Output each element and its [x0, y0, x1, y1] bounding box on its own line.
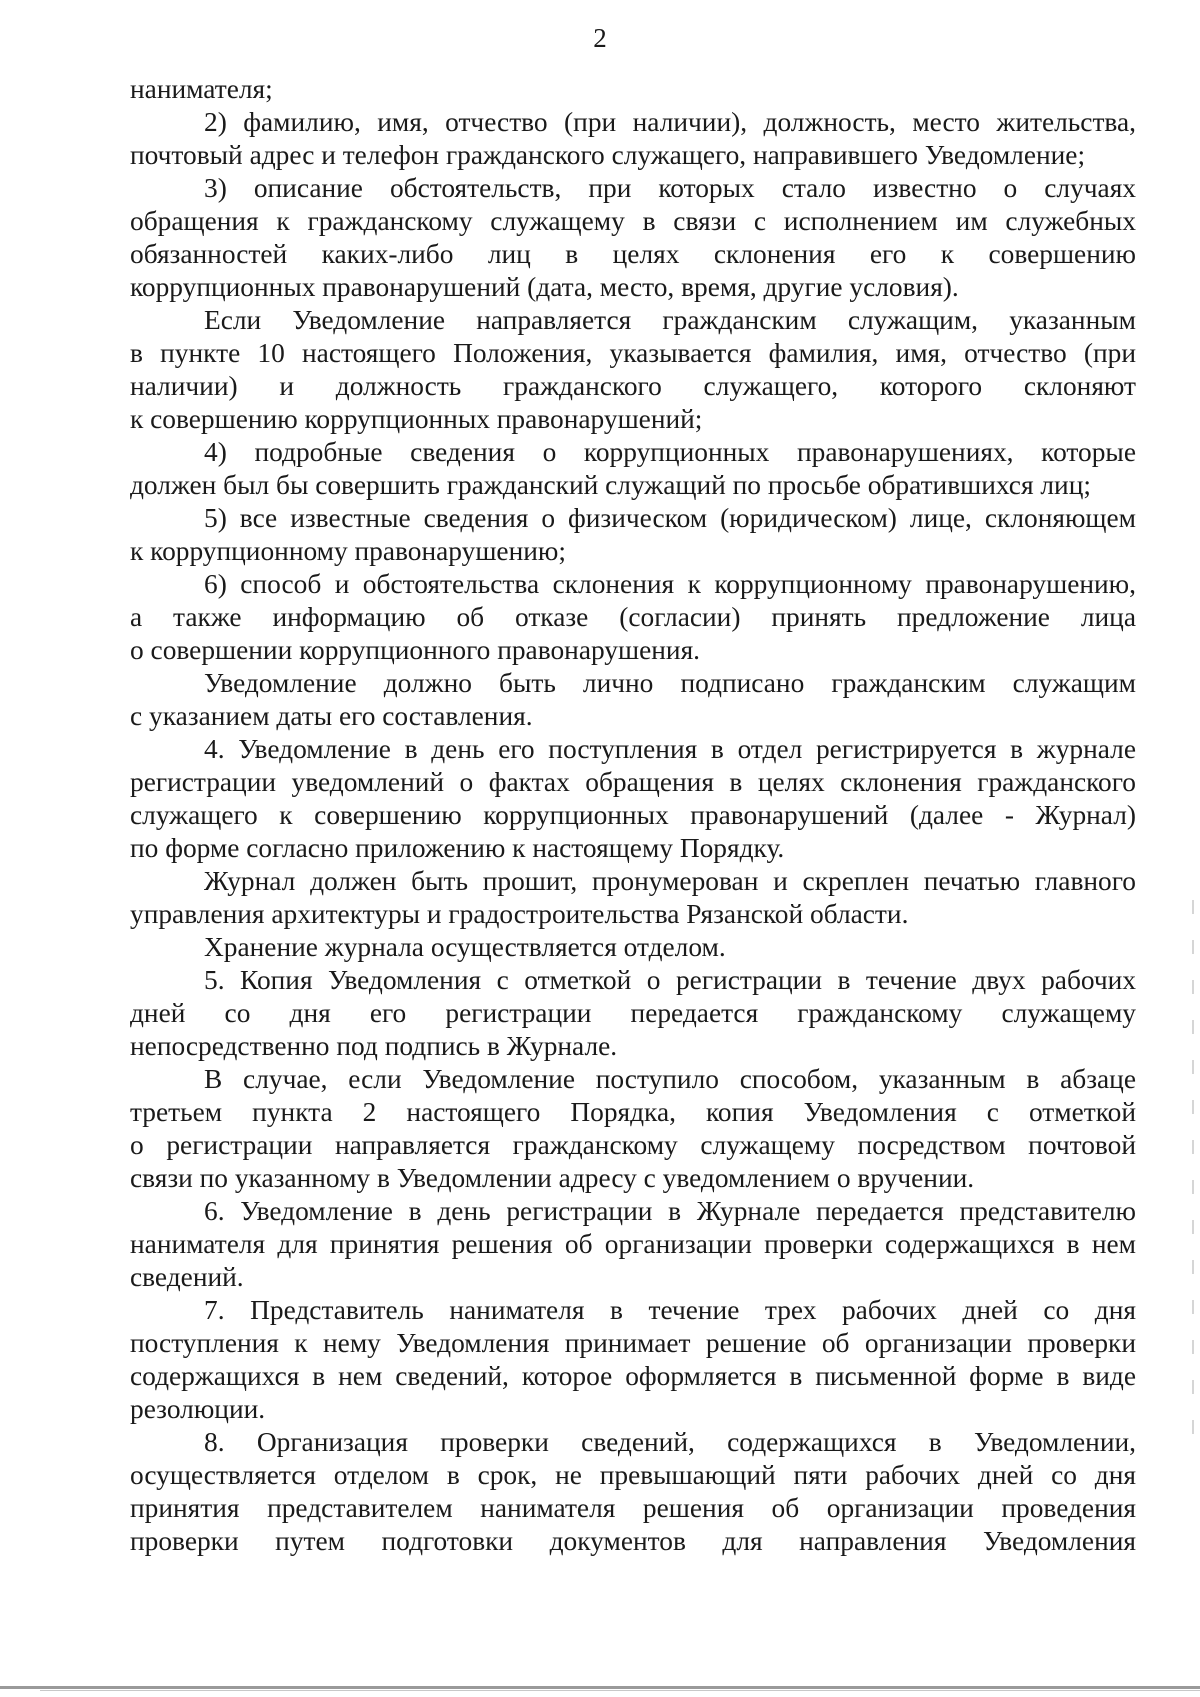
text-line: 7. Представитель нанимателя в течение трех рабочих дней со дня [204, 1295, 1136, 1325]
text-line: В случае, если Уведомление поступило способом, указанным в абзаце [204, 1064, 1136, 1094]
text-line: коррупционных правонарушений (дата, место, время, другие условия). [130, 272, 959, 302]
text-line: должен был бы совершить гражданский служащий по просьбе обратившихся лиц; [130, 470, 1091, 500]
text-line: о совершении коррупционного правонарушения. [130, 635, 701, 665]
text-line: нанимателя; [130, 74, 273, 104]
text-line: третьем пункта 2 настоящего Порядка, копия Уведомления с отметкой [130, 1097, 1136, 1127]
text-line: 8. Организация проверки сведений, содержащихся в Уведомлении, [204, 1427, 1136, 1457]
text-line: 5) все известные сведения о физическом (юридическом) лице, склоняющем [204, 503, 1136, 533]
text-line: проверки путем подготовки документов для направления Уведомления [130, 1526, 1136, 1556]
text-line: служащего к совершению коррупционных правонарушений (далее - Журнал) [130, 800, 1136, 830]
text-line: резолюции. [130, 1394, 266, 1424]
text-line: к совершению коррупционных правонарушений; [130, 404, 703, 434]
text-line: с указанием даты его составления. [130, 701, 533, 731]
page-number: 2 [593, 23, 607, 53]
text-line: регистрации уведомлений о фактах обращения в целях склонения гражданского [130, 767, 1136, 797]
text-line: нанимателя для принятия решения об организации проверки содержащихся в нем [130, 1229, 1136, 1259]
text-line: 6. Уведомление в день регистрации в Журнале передается представителю [204, 1196, 1136, 1226]
text-line: сведений. [130, 1262, 244, 1292]
text-line: почтовый адрес и телефон гражданского служащего, направившего Уведомление; [130, 140, 1086, 170]
text-line: принятия представителем нанимателя решения об организации проведения [130, 1493, 1136, 1523]
text-line: Уведомление должно быть лично подписано гражданским служащим [204, 668, 1136, 698]
text-line: 4) подробные сведения о коррупционных правонарушениях, которые [204, 437, 1136, 467]
text-line: 5. Копия Уведомления с отметкой о регистрации в течение двух рабочих [204, 965, 1136, 995]
text-line: обязанностей каких-либо лиц в целях склонения его к совершению [130, 239, 1136, 269]
text-line: управления архитектуры и градостроительства Рязанской области. [130, 899, 909, 929]
text-line: о регистрации направляется гражданскому служащему посредством почтовой [130, 1130, 1136, 1160]
text-line: содержащихся в нем сведений, которое оформляется в письменной форме в виде [130, 1361, 1136, 1391]
bottom-scan-line [0, 1686, 1200, 1689]
document-body [130, 73, 1136, 1558]
text-line: 4. Уведомление в день его поступления в отдел регистрируется в журнале [204, 734, 1136, 764]
text-line: связи по указанному в Уведомлении адресу с уведомлением о вручении. [130, 1163, 975, 1193]
scan-edge-artifact [1192, 900, 1194, 1460]
text-line: а также информацию об отказе (согласии) принять предложение лица [130, 602, 1136, 632]
bottom-scan-line-secondary [40, 1690, 1200, 1691]
text-line: в пункте 10 настоящего Положения, указывается фамилия, имя, отчество (при [130, 338, 1136, 368]
text-line: Журнал должен быть прошит, пронумерован и скреплен печатью главного [204, 866, 1136, 896]
text-line: наличии) и должность гражданского служащего, которого склоняют [130, 371, 1136, 401]
text-line: обращения к гражданскому служащему в связи с исполнением им служебных [130, 206, 1136, 236]
text-line: дней со дня его регистрации передается гражданскому служащему [130, 998, 1136, 1028]
text-line: 2) фамилию, имя, отчество (при наличии), должность, место жительства, [204, 107, 1136, 137]
text-line: по форме согласно приложению к настоящему Порядку. [130, 833, 785, 863]
text-line: поступления к нему Уведомления принимает решение об организации проверки [130, 1328, 1136, 1358]
text-line: 6) способ и обстоятельства склонения к коррупционному правонарушению, [204, 569, 1136, 599]
text-line: к коррупционному правонарушению; [130, 536, 566, 566]
text-line: Если Уведомление направляется гражданским служащим, указанным [204, 305, 1136, 335]
text-line: осуществляется отделом в срок, не превышающий пяти рабочих дней со дня [130, 1460, 1136, 1490]
text-line: Хранение журнала осуществляется отделом. [204, 932, 726, 962]
text-line: 3) описание обстоятельств, при которых стало известно о случаях [204, 173, 1136, 203]
text-line: непосредственно под подпись в Журнале. [130, 1031, 618, 1061]
